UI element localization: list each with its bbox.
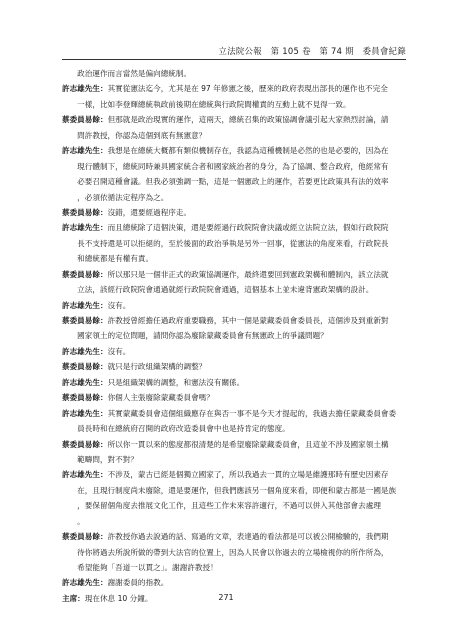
- speech-text: 立法，該經行政院院會通過就經行政院院會通過，這個基本上並未違背憲政架構的設計。: [62, 285, 374, 295]
- speech-text: 我想是在總統大概都有類似機制存在，我認為這種機制是必然的也是必要的，因為在: [107, 146, 389, 156]
- transcript-line: [62, 328, 406, 343]
- speech-text: 許教授曾經擔任過政府重要職務，其中一個是蒙藏委員會委員長，這個涉及到重新對: [107, 316, 389, 325]
- speech-text: 現在休息 10 分鐘。: [84, 593, 153, 603]
- speech-text: 但那就是政治現實的運作，這兩天，總統召集的政策協調會議引起大家熱烈討論，請: [107, 115, 389, 125]
- speaker-label: 蔡委員易餘：: [62, 207, 108, 217]
- speech-text: ，要保留個角度去推展文化工作，且這些工作未來容許適行，不過可以併入其他部會去處理: [62, 501, 381, 511]
- speech-text: 其實從憲法迄今，尤其是在 97 年修憲之後，歷來的政府表現出部長的運作也不完全: [107, 84, 388, 94]
- speech-text: 沒有。: [107, 300, 131, 310]
- speech-text: ，必須依循法定程序為之。: [62, 192, 169, 202]
- transcript-line: [62, 359, 406, 374]
- transcript-line: [62, 205, 406, 220]
- speech-text: 問許教授，你認為這個到底有無憲意？: [62, 130, 207, 140]
- transcript-line: [62, 421, 406, 436]
- speech-text: 國家領土的定位問題，請問你認為廢除蒙藏委員會有無憲政上的爭議問題？: [62, 331, 328, 341]
- speaker-label: 蔡委員易餘：: [62, 362, 108, 372]
- speaker-label: 蔡委員易餘：: [62, 439, 108, 449]
- transcript-line: [62, 467, 406, 482]
- speech-text: 所以你一貫以來的態度都很清楚的是希望廢除蒙藏委員會，且這並不涉及國家領土構: [107, 439, 389, 449]
- speech-text: 現行體制下，總統同時兼具國家統合者和國家統治者的身分，為了協調、整合政府，他經常有: [62, 161, 389, 171]
- transcript-line: [62, 81, 406, 96]
- page-number: 271: [218, 593, 234, 602]
- speaker-label: 許志雄先生：: [62, 346, 108, 356]
- speech-text: 沒有。: [107, 346, 131, 356]
- transcript-line: [62, 483, 406, 498]
- speech-text: 許教授你過去說過的話、寫過的文章，表達過的看法都是可以被公開檢驗的，我們期: [107, 532, 389, 542]
- transcript-line: [62, 236, 406, 251]
- speech-text: 只是組織架構的調整，和憲法沒有關係。: [107, 377, 245, 387]
- transcript-line: [62, 298, 406, 313]
- speech-text: 員長時和在總統府召開的政府改造委員會中也是持肯定的態度。: [62, 424, 290, 434]
- transcript-line: [62, 545, 406, 560]
- speech-text: 長不支持還是可以拒絕的，至於後面的政治爭執是另外一回事，從憲法的角度來看，行政院長: [62, 238, 389, 248]
- transcript-line: [62, 498, 406, 513]
- speaker-label: 許志雄先生：: [62, 377, 108, 387]
- transcript-line: [62, 437, 406, 452]
- transcript-line: [62, 220, 406, 235]
- speech-text: 而且總統除了這個決策，還是要經過行政院院會決議或經立法院立法，假如行政院院: [107, 223, 389, 233]
- transcript-line: [62, 112, 406, 127]
- transcript-line: [62, 159, 406, 174]
- speaker-label: 許志雄先生：: [62, 578, 108, 588]
- transcript-line: [62, 282, 406, 297]
- speaker-label: 許志雄先生：: [62, 300, 108, 310]
- transcript-line: [62, 452, 406, 467]
- transcript-body: [62, 66, 406, 606]
- speaker-label: 蔡委員易餘：: [62, 115, 108, 125]
- transcript-line: [62, 390, 406, 405]
- speech-text: 必要召開這種會議。但我必須強調一點，這是一個憲政上的運作，若要更比政策具有法的效率: [62, 177, 389, 187]
- transcript-line: [62, 190, 406, 205]
- transcript-line: [62, 529, 406, 544]
- speech-text: 所以那只是一個非正式的政策協調運作，最終還要回到憲政架構和體制內，該立法就: [107, 269, 389, 279]
- speaker-label: 蔡委員易餘：: [62, 393, 108, 403]
- speech-text: 待你將過去所說所做的帶到大法官的位置上，因為人民會以你過去的立場檢視你的所作所為，: [62, 547, 389, 557]
- speech-text: 就只是行政組織架構的調整？: [107, 362, 207, 372]
- speaker-label: 蔡委員易餘：: [62, 316, 108, 325]
- transcript-line: [62, 313, 406, 328]
- transcript-line: [62, 97, 406, 112]
- speech-text: 不涉及，蒙古已經是個獨立國家了，所以我過去一貫的立場是維護那時有歷史因素存: [107, 470, 389, 480]
- transcript-line: [62, 514, 406, 529]
- transcript-line: [62, 406, 406, 421]
- speech-text: 和總統都是有權有責。: [62, 254, 154, 264]
- transcript-line: [62, 66, 406, 81]
- speaker-label: 蔡委員易餘：: [62, 532, 108, 542]
- speech-text: 範疇問，對不對？: [62, 454, 138, 464]
- transcript-line: [62, 251, 406, 266]
- transcript-line: [62, 128, 406, 143]
- transcript-line: [62, 174, 406, 189]
- speech-text: 謝謝委員的指教。: [107, 578, 169, 588]
- transcript-line: [62, 267, 406, 282]
- speech-text: 在，且現行制度尚未廢除，還是要運作，但我們應該另一個角度來看，即便和蒙古都是一國是族: [62, 485, 397, 495]
- speech-text: 其實蒙藏委員會這個組織應存在與否一事不是今天才提起的，我過去擔任蒙藏委員會委: [107, 408, 397, 418]
- speech-text: 政治運作而言當然是偏向總統制。: [62, 69, 192, 78]
- transcript-line: [62, 575, 406, 590]
- page-header: 立法院公報 第 105 卷 第 74 期 委員會紀錄: [218, 46, 406, 56]
- speaker-label: 許志雄先生：: [62, 223, 108, 233]
- speaker-label: 許志雄先生：: [62, 470, 108, 480]
- speaker-label: 許志雄先生：: [62, 84, 108, 94]
- transcript-line: [62, 143, 406, 158]
- speaker-label: 蔡委員易餘：: [62, 269, 108, 279]
- speech-text: 沒錯，還要經過程序走。: [107, 207, 192, 217]
- speech-text: 你個人主張廢除蒙藏委員會嗎？: [107, 393, 214, 403]
- header-rule: [62, 59, 406, 60]
- speech-text: 希望能夠「吾道一以貫之」。謝謝許教授！: [62, 563, 218, 572]
- speaker-label: 許志雄先生：: [62, 408, 108, 418]
- transcript-line: [62, 375, 406, 390]
- speaker-label: 許志雄先生：: [62, 146, 108, 156]
- transcript-line: [62, 560, 406, 575]
- transcript-line: [62, 344, 406, 359]
- speech-text: 。: [62, 516, 85, 526]
- speaker-label: 主席：: [62, 593, 85, 603]
- speech-text: 一樣，比如李登輝總統執政前後期在總統與行政院間權責的互動上就不見得一致。: [62, 99, 351, 109]
